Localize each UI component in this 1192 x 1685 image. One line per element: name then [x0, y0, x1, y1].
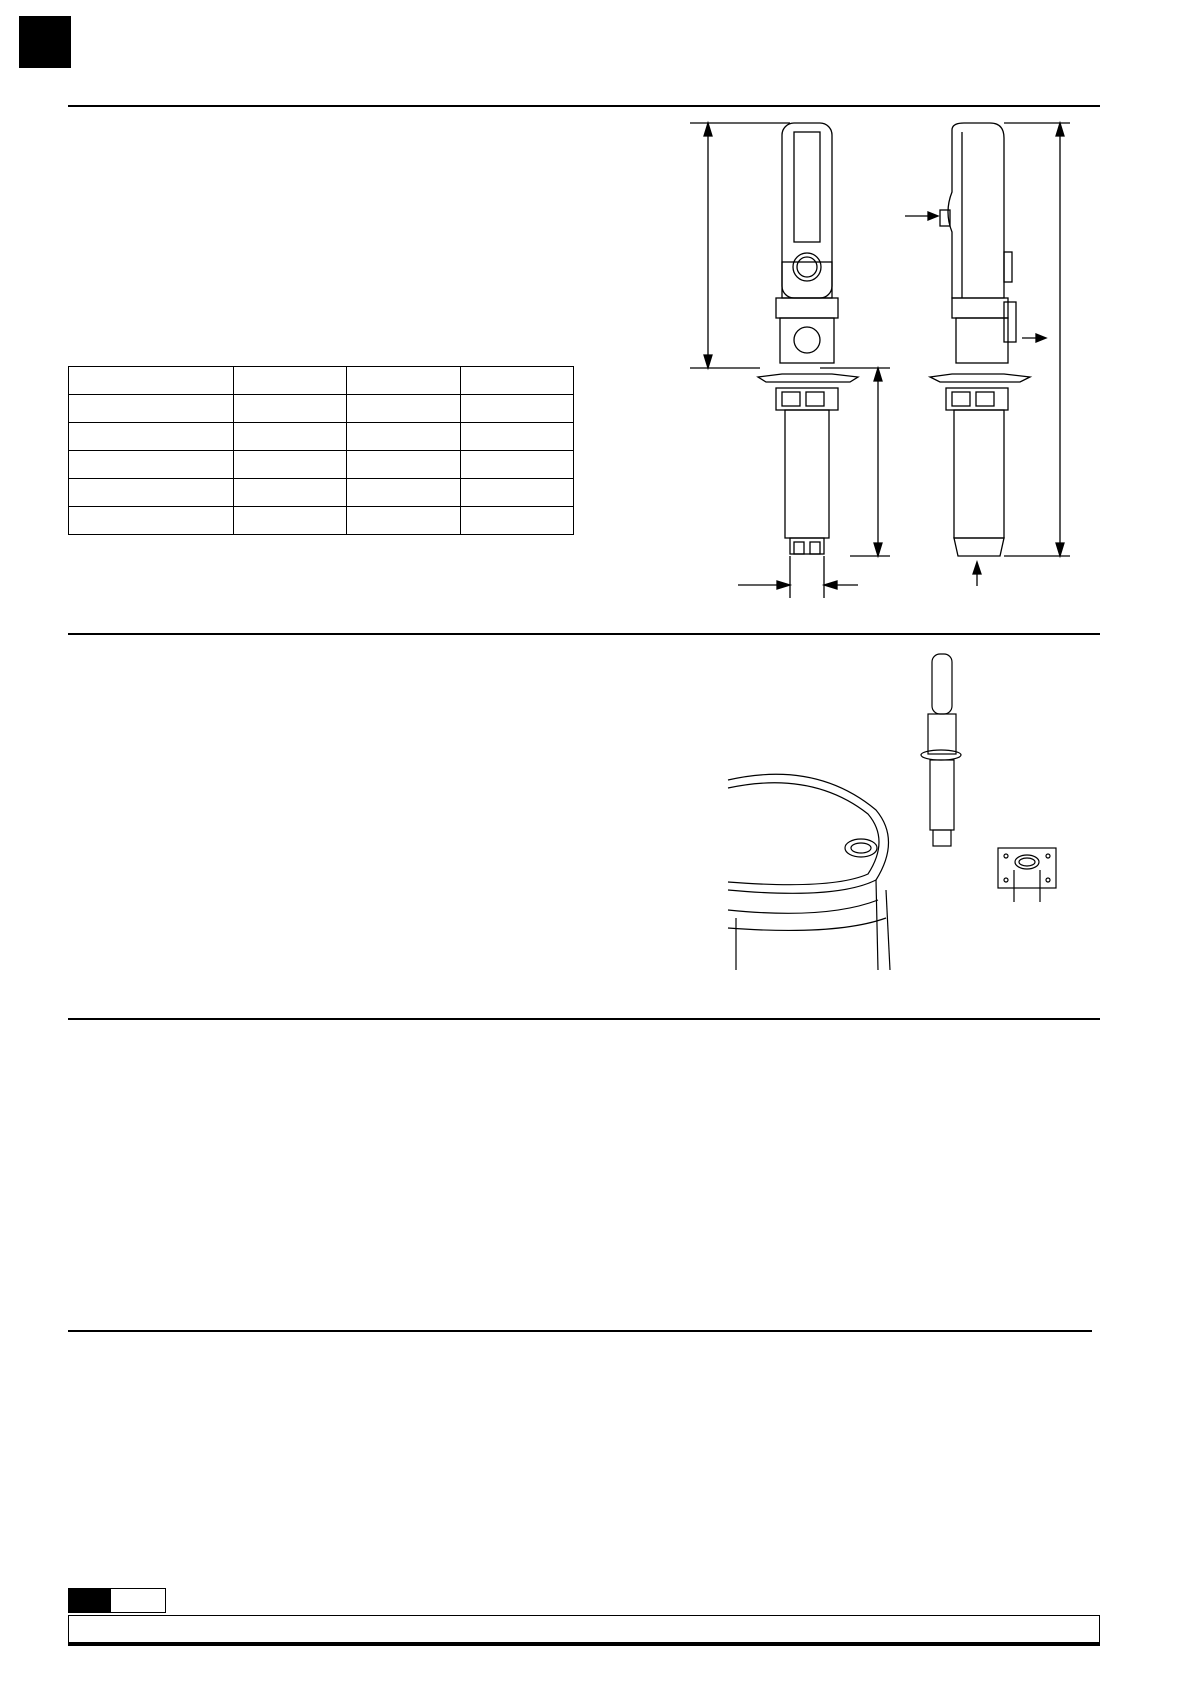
table-cell [234, 395, 347, 423]
pump-front-view-drawing [690, 112, 910, 604]
pump-side-view-drawing [900, 112, 1100, 604]
table-cell [347, 423, 460, 451]
table-cell [460, 451, 573, 479]
table-row [69, 451, 574, 479]
section-rule-3 [68, 1018, 1100, 1020]
table-cell [69, 507, 234, 535]
wall-bracket-drawing [994, 846, 1064, 906]
table-cell [69, 479, 234, 507]
table-cell [69, 451, 234, 479]
specification-table [68, 366, 574, 535]
table-cell [460, 367, 573, 395]
table-cell [460, 479, 573, 507]
table-row [69, 367, 574, 395]
table-cell [69, 395, 234, 423]
table-row [69, 395, 574, 423]
table-cell [69, 423, 234, 451]
table-cell [460, 423, 573, 451]
section-rule-4 [68, 1330, 1092, 1332]
footer-bar [68, 1642, 1100, 1646]
table-cell [234, 479, 347, 507]
table-cell [234, 367, 347, 395]
footer-page-tab-fill [69, 1589, 111, 1612]
table-row [69, 507, 574, 535]
table-cell [460, 507, 573, 535]
table-cell [234, 423, 347, 451]
footer-box [68, 1615, 1100, 1644]
table-cell [347, 395, 460, 423]
section-rule-2 [68, 633, 1100, 635]
section-rule-1 [68, 105, 1100, 107]
table-cell [234, 451, 347, 479]
page-corner-marker [19, 16, 71, 68]
table-row [69, 479, 574, 507]
footer-page-tab [68, 1588, 166, 1613]
drum-installation-drawing [726, 650, 966, 970]
table-cell [460, 395, 573, 423]
table-cell [347, 479, 460, 507]
table-cell [347, 507, 460, 535]
table-cell [347, 367, 460, 395]
table-cell [347, 451, 460, 479]
table-cell [69, 367, 234, 395]
table-row [69, 423, 574, 451]
table-cell [234, 507, 347, 535]
